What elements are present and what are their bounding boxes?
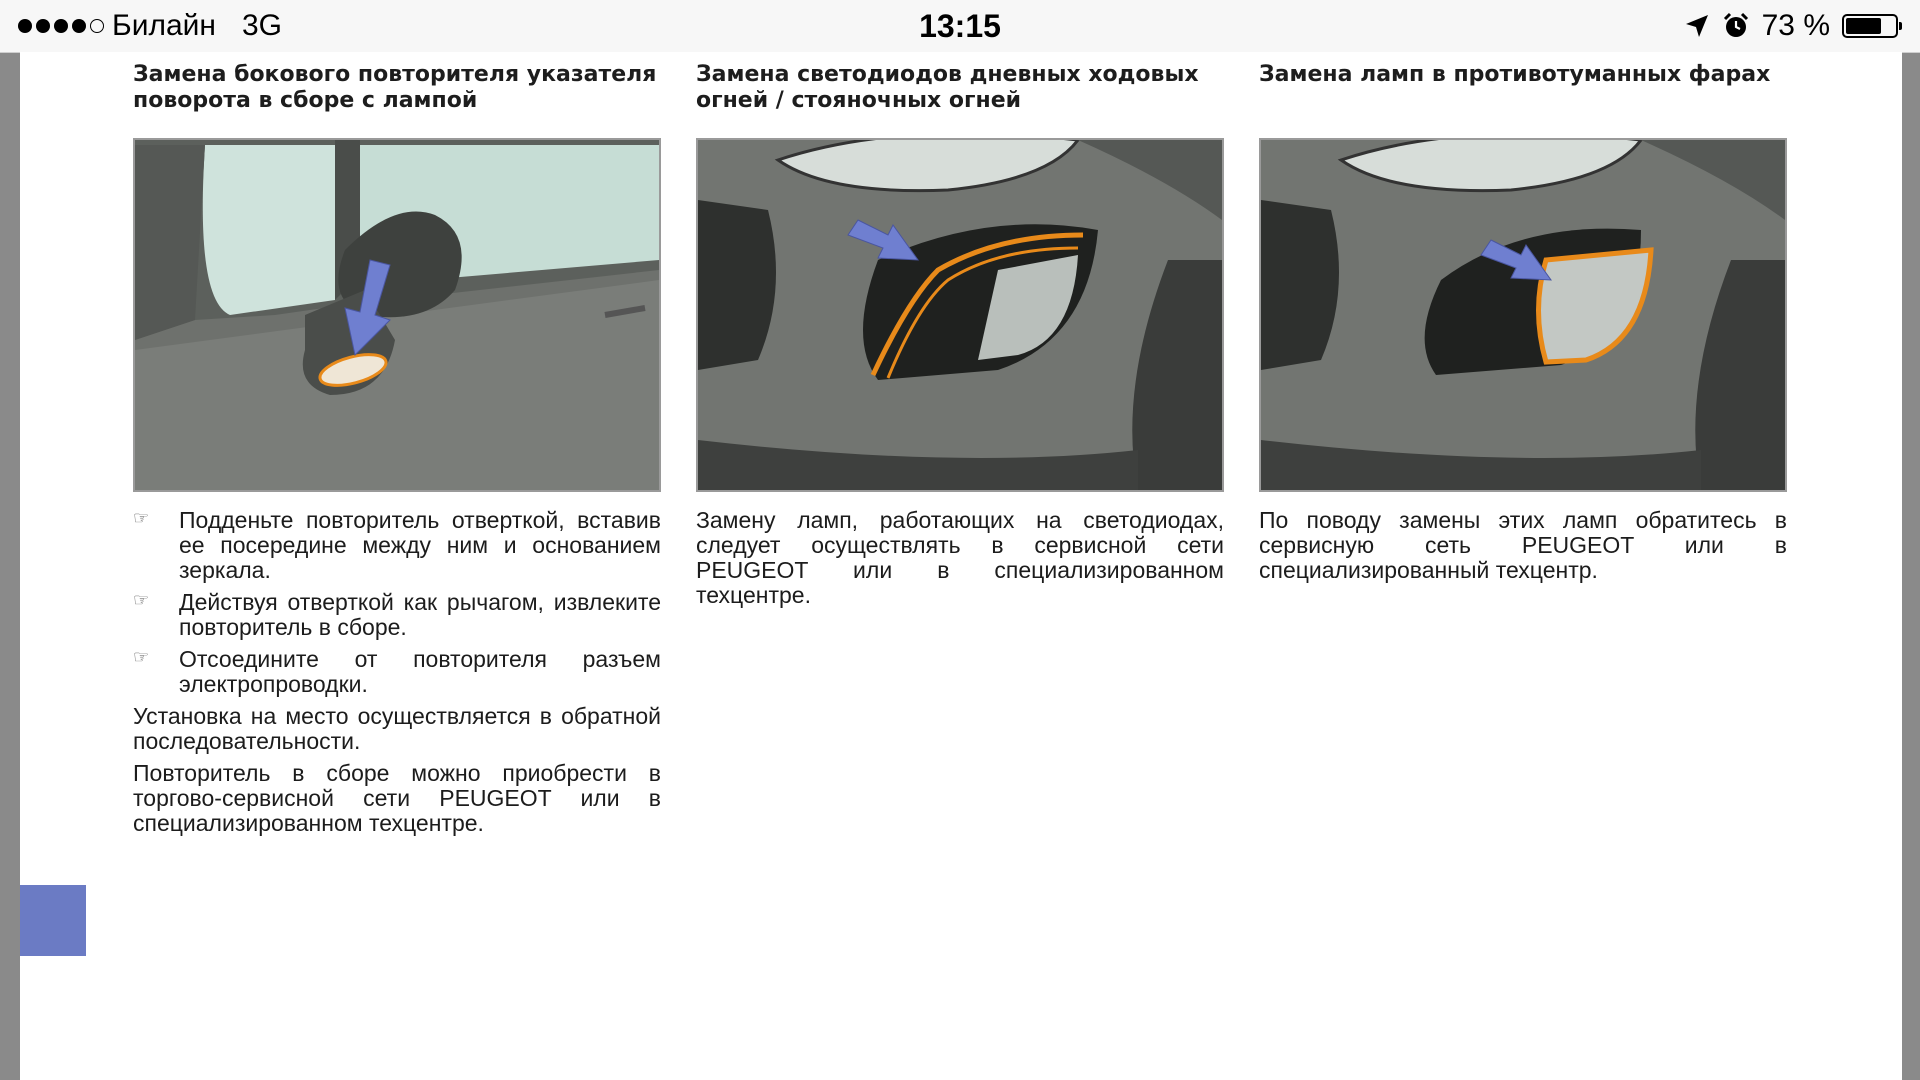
section-title: Замена светодиодов дневных ходовых огней / стояночных огней [696, 62, 1199, 113]
side-mirror-illustration [133, 138, 661, 492]
pointing-hand-icon: ☞ [133, 647, 150, 667]
manual-page [20, 52, 1902, 1080]
battery-icon [1842, 14, 1898, 38]
chapter-tab [20, 885, 86, 956]
list-item: ☞ Действуя отверткой как рычагом, извлеките повторитель в сборе. [133, 589, 661, 640]
paragraph: Замену ламп, работающих на светодиодах, следует осуществлять в сервисной сети PEUGEOT или в специализированном техцентре. [696, 507, 1224, 608]
network-type: 3G [241, 9, 282, 42]
list-item: ☞ Отсоедините от повторителя разъем электропроводки. [133, 646, 661, 697]
status-right [1684, 8, 1898, 44]
battery-percent: 73 % [1761, 9, 1830, 42]
paragraph: По поводу замены этих ламп обратитесь в сервисную сеть PEUGEOT или в специализированный техцентр. [1259, 507, 1787, 583]
pointing-hand-icon: ☞ [133, 590, 150, 610]
section-fog-lamps [1259, 62, 1787, 590]
paragraph: Повторитель в сборе можно приобрести в торгово-сервисной сети PEUGEOT или в специализированном техцентре. [133, 760, 661, 836]
section-side-repeater [133, 62, 661, 843]
fog-lamp-illustration [1259, 138, 1787, 492]
section-title: Замена ламп в противотуманных фарах [1259, 62, 1771, 87]
instruction-list [133, 508, 661, 697]
carrier-name: Билайн [112, 9, 216, 42]
status-bar [0, 0, 1920, 53]
list-item: ☞ Подденьте повторитель отверткой, вставив ее посередине между ним и основанием зеркала. [133, 507, 661, 583]
section-drl-leds [696, 62, 1224, 615]
section-title: Замена бокового повторителя указателя поворота в сборе с лампой [133, 62, 657, 113]
drl-illustration [696, 138, 1224, 492]
pointing-hand-icon: ☞ [133, 508, 150, 528]
paragraph: Установка на место осуществляется в обратной последовательности. [133, 703, 661, 754]
clock: 13:15 [919, 8, 1001, 44]
location-arrow-icon [1684, 13, 1710, 39]
alarm-clock-icon [1722, 12, 1750, 40]
